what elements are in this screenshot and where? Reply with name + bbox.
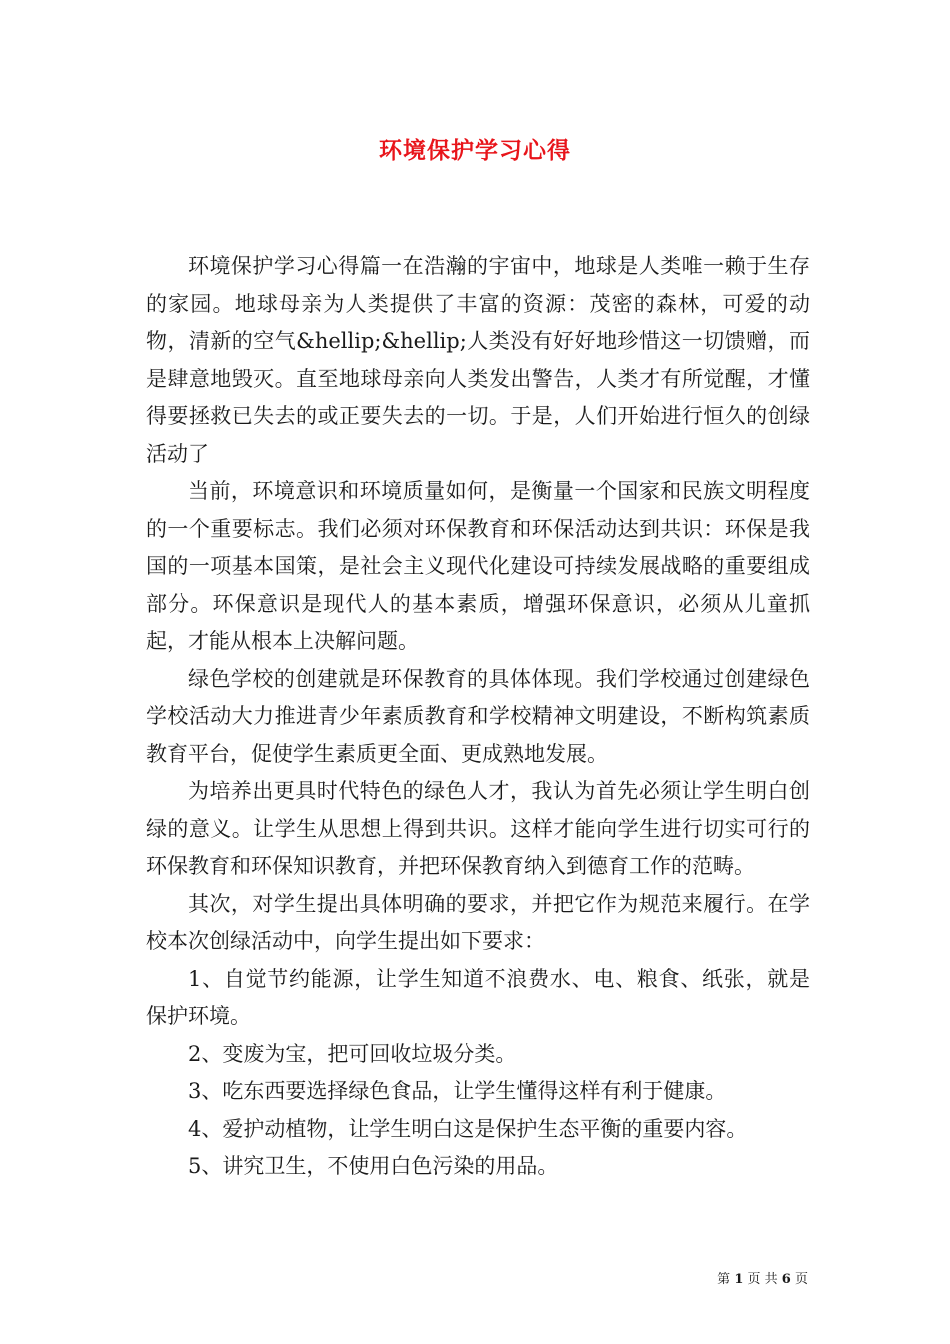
list-item-3: 3、吃东西要选择绿色食品，让学生懂得这样有利于健康。: [188, 1079, 727, 1103]
footer-suffix: 页: [794, 1272, 808, 1287]
list-item-4: 4、爱护动植物，让学生明白这是保护生态平衡的重要内容。: [188, 1116, 748, 1141]
list-item-5: 5、讲究卫生，不使用白色污染的用品。: [188, 1154, 559, 1178]
paragraph-4: 为培养出更具时代特色的绿色人才，我认为首先必须让学生明白创绿的意义。让学生从思想上得到共识。这样才能向学生进行切实可行的环保教育和环保知识教育，并把环保教育纳入到德育工作的范畴。: [146, 779, 810, 878]
list-item-2: 2、变废为宝，把可回收垃圾分类。: [188, 1041, 517, 1066]
footer-prefix: 第: [717, 1272, 731, 1287]
document-title: 环境保护学习心得: [379, 137, 571, 164]
current-page-number: 1: [734, 1272, 744, 1287]
total-pages-number: 6: [781, 1272, 791, 1287]
paragraph-3: 绿色学校的创建就是环保教育的具体体现。我们学校通过创建绿色学校活动大力推进青少年素质教育和学校精神文明建设，不断构筑素质教育平台，促使学生素质更全面、更成熟地发展。: [146, 666, 810, 766]
paragraph-2: 当前，环境意识和环境质量如何，是衡量一个国家和民族文明程度的一个重要标志。我们必须对环保教育和环保活动达到共识：环保是我国的一项基本国策，是社会主义现代化建设可持续发展战略的重要组成部分。环保意识是现代人的基本素质，增强环保意识，必须从儿童抓起，才能从根本上决解问题。: [146, 479, 810, 653]
page-footer: [0, 1268, 808, 1287]
list-item-1: 1、自觉节约能源，让学生知道不浪费水、电、粮食、纸张，就是保护环境。: [146, 966, 810, 1028]
footer-middle: 页 共: [747, 1272, 778, 1287]
paragraph-1: 环境保护学习心得篇一在浩瀚的宇宙中，地球是人类唯一赖于生存的家园。地球母亲为人类提供了丰富的资源：茂密的森林，可爱的动物，清新的空气&hellip;&hellip;人类没有好好地珍惜这一切馈赠，而是肆意地毁灭。直至地球母亲向人类发出警告，人类才有所觉醒，才懂得要拯救已失去的或正要失去的一切。于是，人们开始进行恒久的创绿活动了: [146, 254, 810, 466]
document-body: [146, 248, 810, 1186]
paragraph-5: 其次，对学生提出具体明确的要求，并把它作为规范来履行。在学校本次创绿活动中，向学生提出如下要求：: [146, 891, 810, 953]
